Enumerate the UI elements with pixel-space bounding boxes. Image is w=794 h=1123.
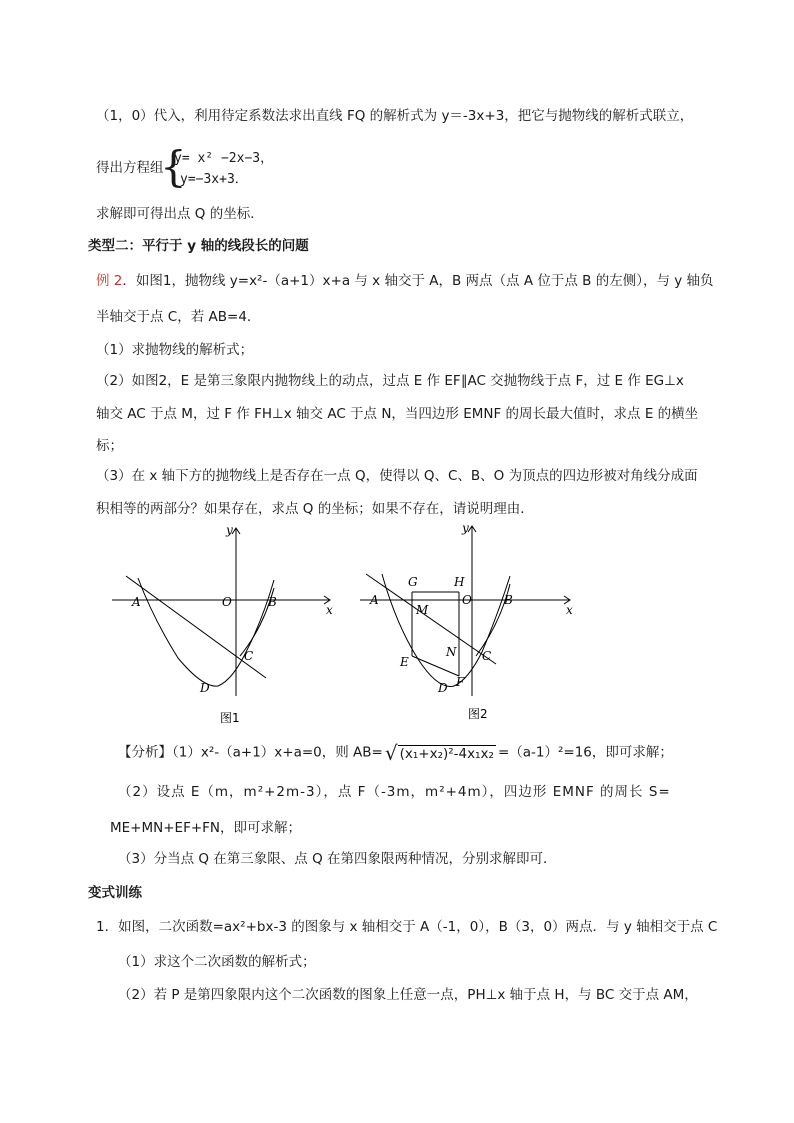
fig2-label-H: H: [454, 575, 465, 589]
analysis-1-suffix: =（a-1）²=16，即可求解；: [497, 744, 673, 761]
analysis-1-prefix: 【分析】（1）x²-（a+1）x+a=0，则 AB=: [118, 744, 383, 761]
fig2-label-D: D: [438, 681, 448, 695]
question-3-line-1: （3）在 x 轴下方的抛物线上是否存在一点 Q，使得以 Q、C、B、O 为顶点的四边形被对角线分成面: [96, 468, 698, 484]
fig1-label-D: D: [200, 681, 210, 695]
figure-1: [108, 518, 348, 728]
fig2-label-F: F: [456, 675, 465, 689]
section-heading-variant: 变式训练: [88, 885, 142, 901]
fig2-label-C: C: [482, 649, 492, 663]
section-heading-type2: 类型二：平行于 y 轴的线段长的问题: [88, 238, 309, 254]
text-line-1: （1，0）代入，利用待定系数法求出直线 FQ 的解析式为 y＝-3x+3，把它与抛物线的解析式联立，: [96, 108, 694, 124]
fig2-label-B: B: [504, 593, 513, 607]
problem-1-question-2: （2）若 P 是第四象限内这个二次函数的图象上任意一点，PH⊥x 轴于点 H，与 BC 交于点 AM，: [118, 987, 698, 1003]
analysis-line-2: （2）设点 E（m，m²+2m-3），点 F（-3m，m²+4m），四边形 EMNF 的周长 S=: [118, 784, 671, 800]
fig1-caption: 图1: [220, 711, 240, 725]
fig2-label-G: G: [408, 575, 418, 589]
fig1-label-x: x: [326, 603, 333, 617]
figure-2: [356, 514, 586, 724]
fig2-caption: 图2: [468, 707, 488, 721]
fig2-label-A: A: [370, 593, 379, 607]
example-2-line-1: [96, 271, 714, 291]
question-2-line-2: 轴交 AC 于点 M，过 F 作 FH⊥x 轴交 AC 于点 N，当四边形 EMNF 的周长最大值时，求点 E 的横坐: [96, 406, 699, 422]
equation-2: y=−3x+3．: [180, 172, 248, 187]
fig2-label-x: x: [566, 603, 573, 617]
fig2-parabola: [382, 574, 510, 686]
equation-system-prefix: 得出方程组: [96, 160, 164, 176]
problem-1-line-1: 1．如图，二次函数=ax²+bx-3 的图象与 x 轴相交于 A（-1，0），B（3，0）两点．与 y 轴相交于点 C: [96, 919, 718, 935]
text-line-3: 求解即可得出点 Q 的坐标．: [96, 206, 264, 222]
question-2-line-1: （2）如图2，E 是第三象限内抛物线上的动点，过点 E 作 EF∥AC 交抛物线于点 F，过 E 作 EG⊥x: [96, 373, 684, 389]
analysis-line-4: （3）分当点 Q 在第三象限、点 Q 在第四象限两种情况，分别求解即可．: [118, 851, 557, 867]
fig2-segment-ef: [412, 656, 459, 676]
fig1-label-C: C: [244, 649, 254, 663]
fig2-label-O: O: [462, 593, 472, 607]
analysis-line-3: ME+MN+EF+FN，即可求解；: [110, 820, 302, 836]
example-label: 例 2: [96, 273, 123, 289]
fig1-parabola: [138, 578, 274, 686]
question-3-line-2: 积相等的两部分？如果存在，求点 Q 的坐标；如果不存在，请说明理由．: [96, 501, 534, 517]
example-text: ．如图1，抛物线 y=x²-（a+1）x+a 与 x 轴交于 A，B 两点（点 A 位于点 B 的左侧），与 y 轴负: [122, 273, 714, 289]
example-2-line-2: 半轴交于点 C，若 AB=4．: [96, 309, 261, 325]
fig1-label-y: y: [226, 523, 233, 537]
analysis-line-1: [118, 741, 673, 764]
question-2-line-3: 标；: [96, 438, 123, 454]
fig2-label-E: E: [400, 655, 409, 669]
fig1-label-B: B: [268, 595, 277, 609]
fig2-line-ac: [366, 574, 496, 664]
fig2-label-N: N: [446, 645, 457, 659]
fig2-label-y: y: [462, 521, 469, 535]
problem-1-question-1: （1）求这个二次函数的解析式；: [118, 954, 316, 970]
fig1-label-O: O: [222, 595, 232, 609]
equation-brace: {: [160, 142, 187, 191]
question-1: （1）求抛物线的解析式；: [96, 342, 254, 358]
sqrt-radicand: (x₁+x₂)²-4x₁x₂: [399, 746, 494, 762]
fig1-label-A: A: [132, 595, 141, 609]
fig2-label-M: M: [416, 603, 429, 617]
sqrt-expression: √ (x₁+x₂)²-4x₁x₂: [384, 741, 494, 765]
equation-1: y= x² −2x−3，: [174, 151, 274, 166]
